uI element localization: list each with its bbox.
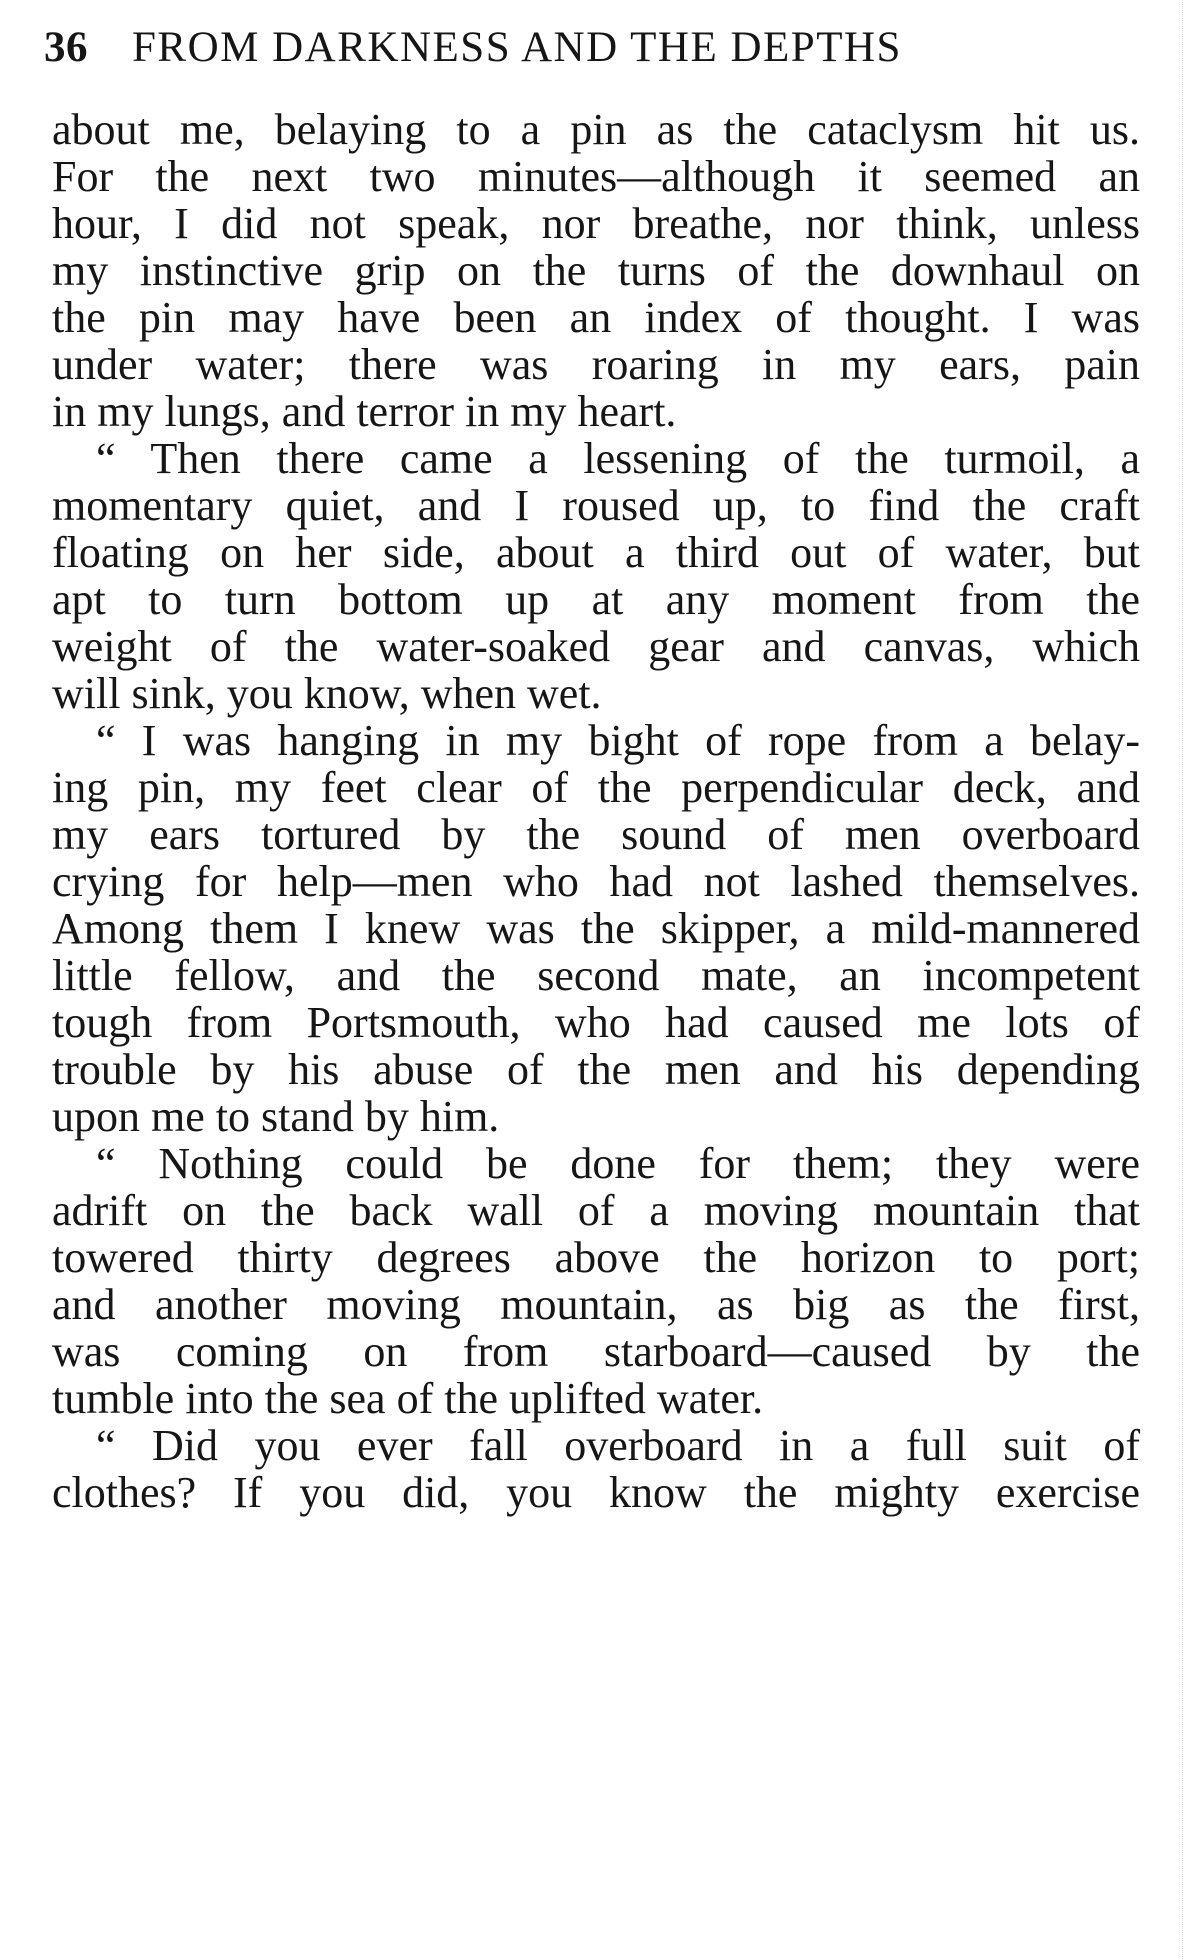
text-line: trouble by his abuse of the men and his depending <box>52 1045 1140 1094</box>
paragraph-first-line: “ Then there came a lessening of the turmoil, a <box>96 434 1140 483</box>
text-line: clothes? If you did, you know the mighty exercise <box>52 1468 1140 1517</box>
text-line: my instinctive grip on the turns of the downhaul on <box>52 246 1140 295</box>
text-line: the pin may have been an index of thought. I was <box>52 293 1140 342</box>
text-line: momentary quiet, and I roused up, to find the craft <box>52 481 1140 530</box>
text-line: little fellow, and the second mate, an incompetent <box>52 951 1140 1000</box>
text-line: towered thirty degrees above the horizon to port; <box>52 1233 1140 1282</box>
text-line: in my lungs, and terror in my heart. <box>52 387 677 436</box>
text-line: Among them I knew was the skipper, a mild-mannered <box>52 904 1140 953</box>
text-line: tough from Portsmouth, who had caused me lots of <box>52 998 1140 1047</box>
text-line: about me, belaying to a pin as the cataclysm hit us. <box>52 105 1140 154</box>
paragraph-first-line: “ Nothing could be done for them; they were <box>96 1139 1140 1188</box>
text-line: tumble into the sea of the uplifted water. <box>52 1374 764 1423</box>
paragraph-first-line: “ Did you ever fall overboard in a full suit of <box>96 1421 1140 1470</box>
running-head <box>44 20 1144 76</box>
text-line: upon me to stand by him. <box>52 1092 500 1141</box>
text-line: will sink, you know, when wet. <box>52 669 602 718</box>
body-text <box>52 106 1140 1516</box>
text-line: weight of the water-soaked gear and canvas, which <box>52 622 1140 671</box>
text-line: floating on her side, about a third out of water, but <box>52 528 1140 577</box>
text-line: under water; there was roaring in my ears, pain <box>52 340 1140 389</box>
text-line: hour, I did not speak, nor breathe, nor think, unless <box>52 199 1140 248</box>
text-line: was coming on from starboard—caused by the <box>52 1327 1140 1376</box>
text-line: crying for help—men who had not lashed themselves. <box>52 857 1140 906</box>
paragraph-first-line: “ I was hanging in my bight of rope from a belay- <box>96 716 1140 765</box>
page-edge <box>1182 0 1197 1959</box>
running-title: FROM DARKNESS AND THE DEPTHS <box>132 24 902 71</box>
text-line: For the next two minutes—although it seemed an <box>52 152 1140 201</box>
text-line: apt to turn bottom up at any moment from the <box>52 575 1140 624</box>
page-number: 36 <box>44 24 88 71</box>
text-line: adrift on the back wall of a moving mountain that <box>52 1186 1140 1235</box>
text-line: my ears tortured by the sound of men overboard <box>52 810 1140 859</box>
text-line: and another moving mountain, as big as the first, <box>52 1280 1140 1329</box>
text-line: ing pin, my feet clear of the perpendicular deck, and <box>52 763 1140 812</box>
